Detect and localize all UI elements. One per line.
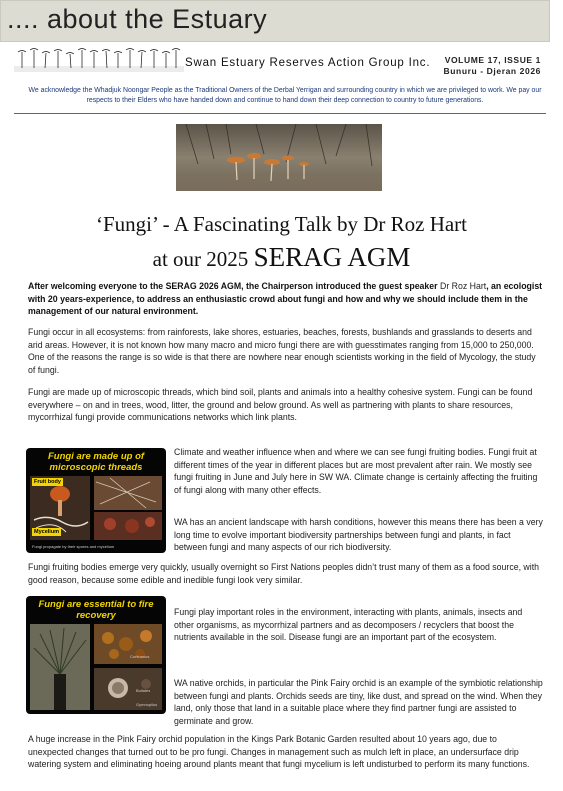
volume-issue: VOLUME 17, ISSUE 1 [444,55,541,65]
newsletter-title: .... about the Estuary [7,4,268,34]
paragraph-orchids: WA native orchids, in particular the Pink Fairy orchid is an example of the symbiotic relationship between fungi and plants. Orchids seeds are tiny, like dust, and spread on the wind. When they land, only those that land in a suitable place where they find partner fungi are assisted to germinate and grow. [174,678,543,726]
intro-paragraph [28,280,544,318]
caption-gymnopilus: Gymnopilus [136,702,158,707]
figure-fire-recovery [26,596,166,714]
intro-rest: , an ecologist with 20 years-experience, to address an enthusiastic crowd about fungi and how and why we should include them in the management of our natural environment. [28,281,543,317]
article-subtitle [0,242,563,273]
intro-bold: After welcoming everyone to the SERAG 2026 AGM, the Chairperson introduced the guest speaker [28,281,438,291]
speaker-name: Dr Roz Hart [440,281,487,291]
paragraph-climate: Climate and weather influence when and where we can see fungi fruiting bodies. Fungi fruit at different times of the year in different places but are most prevalent after rain. We mostly see fungi fruiting in June and July here in SW WA. Climate change is certainly affecting the fruiting of fungi along with many other effects. [174,447,538,495]
paragraph-first-nations: Fungi fruiting bodies emerge very quickly, usually overnight so First Nations peoples didn’t trust many of them as a food source, with good reason, because some edible and inedible fungi look very similar. [28,562,539,585]
mushrooms-photo [176,124,382,191]
wading-birds-logo [14,46,184,72]
season-label: Bunuru - Djeran 2026 [443,66,541,76]
masthead-banner [0,0,550,42]
figure1-caption: Fungi propagate by their spores and mycelium [32,544,115,549]
caption-bullates: Bullates [136,688,151,693]
label-mycelium: Mycelium [34,529,60,535]
header-divider [14,113,546,114]
figure1-title-line1: Fungi are made up of [47,451,145,462]
label-fruit-body: Fruit body [34,479,61,485]
subtitle-prefix: at our 2025 [152,247,249,271]
issue-info [444,55,542,77]
subtitle-emphasis: SERAG AGM [253,242,411,272]
paragraph-kings-park: A huge increase in the Pink Fairy orchid population in the Kings Park Botanic Garden resulted about 10 years ago, due to unexpected changes that turned out to be pro fungi. Changes in management such as mulch left in place, an undersurface drip watering system and eliminating hoeing around plants meant that fungi mycelium is left undisturbed to perform its many functions. [28,734,530,770]
organisation-name: Swan Estuary Reserves Action Group Inc. [185,57,431,69]
figure2-title-line1: Fungi are essential to fire [38,599,154,610]
paragraph-ecosystems: Fungi occur in all ecosystems: from rainforests, lake shores, estuaries, beaches, forests, bushlands and grasslands to deserts and arid areas. However, it is not known how many macro and micro fungi there are with guesstimates ranging from 15,000 to 250,000. One of the reasons the range is so wide is that there are nowhere near enough scientists working in the field of Mycology, the study of fungi. [28,327,536,375]
country-acknowledgement: We acknowledge the Whadjuk Noongar People as the Traditional Owners of the Derbal Yerrigan and surrounding country in which we are privileged to work. We pay our respects to their Elders who have handed down and continue to hand down their deep connection to country to future generations. [28,87,542,104]
paragraph-threads: Fungi are made up of microscopic threads, which bind soil, plants and animals into a healthy cohesive system. Fungi can be found everywhere – on and in trees, wood, litter, the ground and below ground. As well as partnering with plants to share resources, mycorrhizal fungi provide communications networks which link plants. [28,387,533,423]
figure-microscopic-threads [26,448,166,553]
fire-recovery-photos [30,624,162,710]
paragraph-roles: Fungi play important roles in the environment, interacting with plants, animals, insects and other organisms, as mycorrhizal partners and as decomposers / recyclers that boost the nutrients available in the soil. Disease fungi are an important part of the ecosystem. [174,607,523,643]
caption-cortinarius: Cortinarius [130,654,150,659]
figure1-title-line2: microscopic threads [49,462,143,473]
article-title: ‘Fungi’ - A Fascinating Talk by Dr Roz Hart [95,212,468,236]
paragraph-ancient-landscape: WA has an ancient landscape with harsh conditions, however this means there has been a very long time to evolve important biodiversity partnerships between fungi and plants, in fact between fungi and many aspects of our rich biodiversity. [174,517,543,553]
figure2-title-line2: recovery [76,610,116,621]
